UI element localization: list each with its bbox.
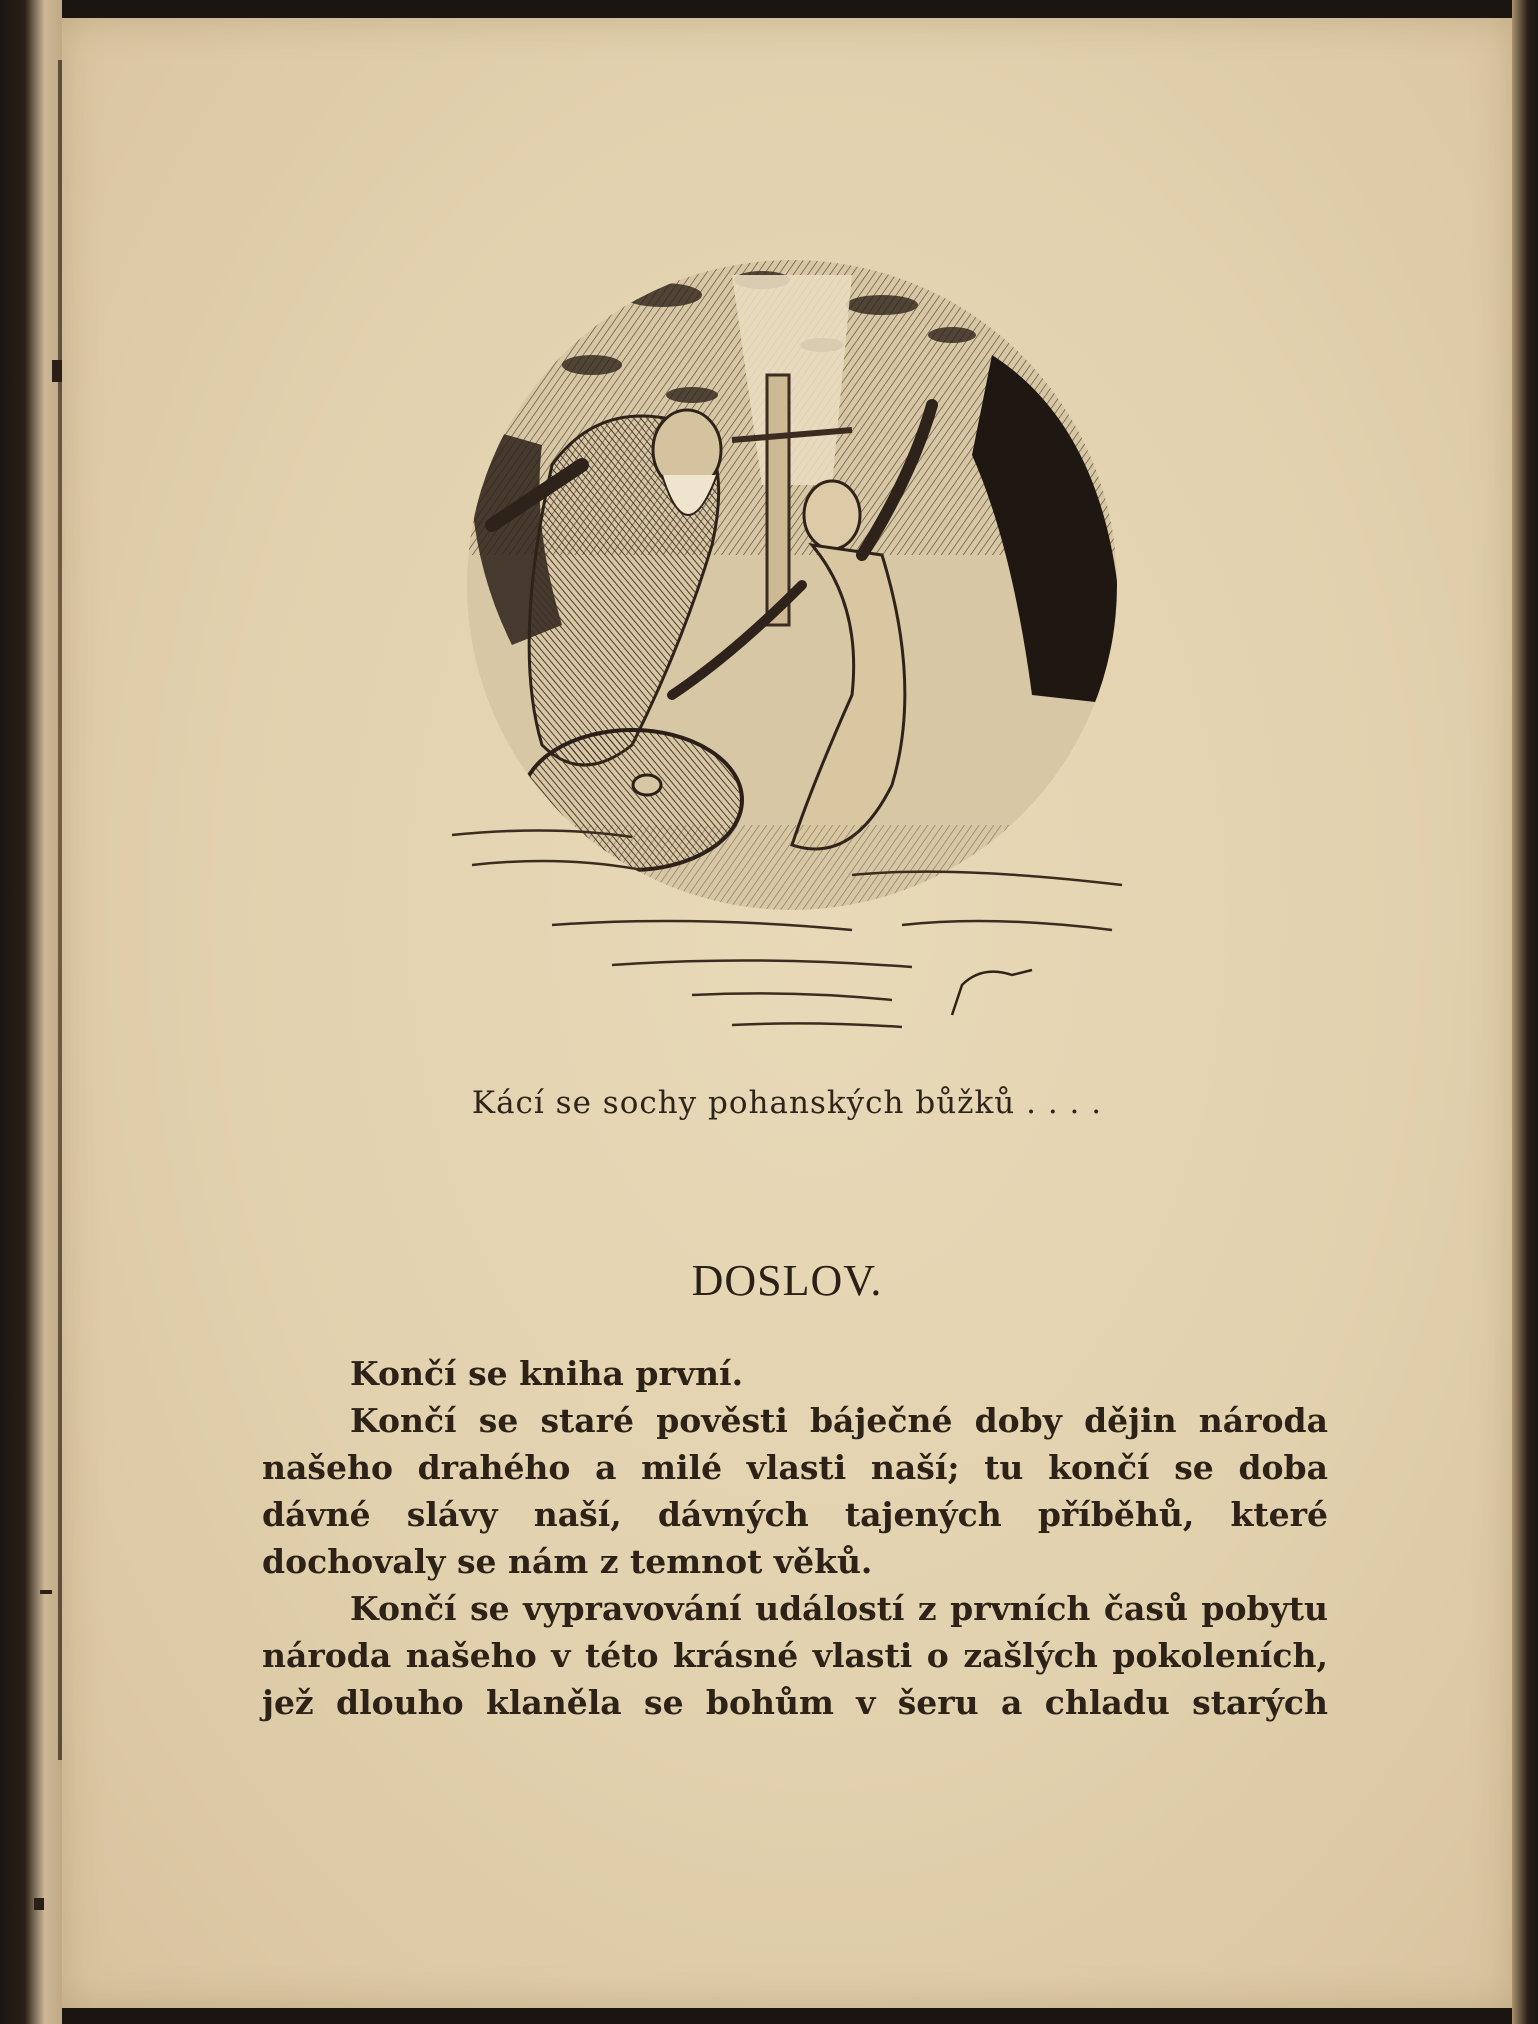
section-heading: DOSLOV. bbox=[691, 1256, 883, 1305]
idol-toppling-illustration bbox=[432, 225, 1152, 1055]
paragraph: Končí se kniha první. bbox=[350, 1354, 744, 1393]
binding-edge bbox=[0, 0, 62, 2024]
margin-mark bbox=[52, 360, 62, 382]
paragraph: Končí se vypravování událostí z prvních časů pobytu národa našeho v této krásné vlasti o zašlých pokoleních, jež dlouho klaněla se bohům v šeru a chladu starých bbox=[262, 1589, 1328, 1722]
body-text bbox=[262, 1350, 1328, 1726]
page-right-edge bbox=[1512, 0, 1538, 2024]
margin-mark bbox=[34, 1898, 44, 1910]
illustration-caption: Kácí se sochy pohanských bůžků . . . . bbox=[471, 1085, 1103, 1121]
margin-mark bbox=[40, 1590, 52, 1594]
paragraph: Končí se staré pověsti báječné doby dějin národa našeho drahého a milé vlasti naší; tu končí se doba dávné slávy naší, dávných tajených příběhů, které dochovaly se nám z temnot věků. bbox=[262, 1401, 1328, 1581]
